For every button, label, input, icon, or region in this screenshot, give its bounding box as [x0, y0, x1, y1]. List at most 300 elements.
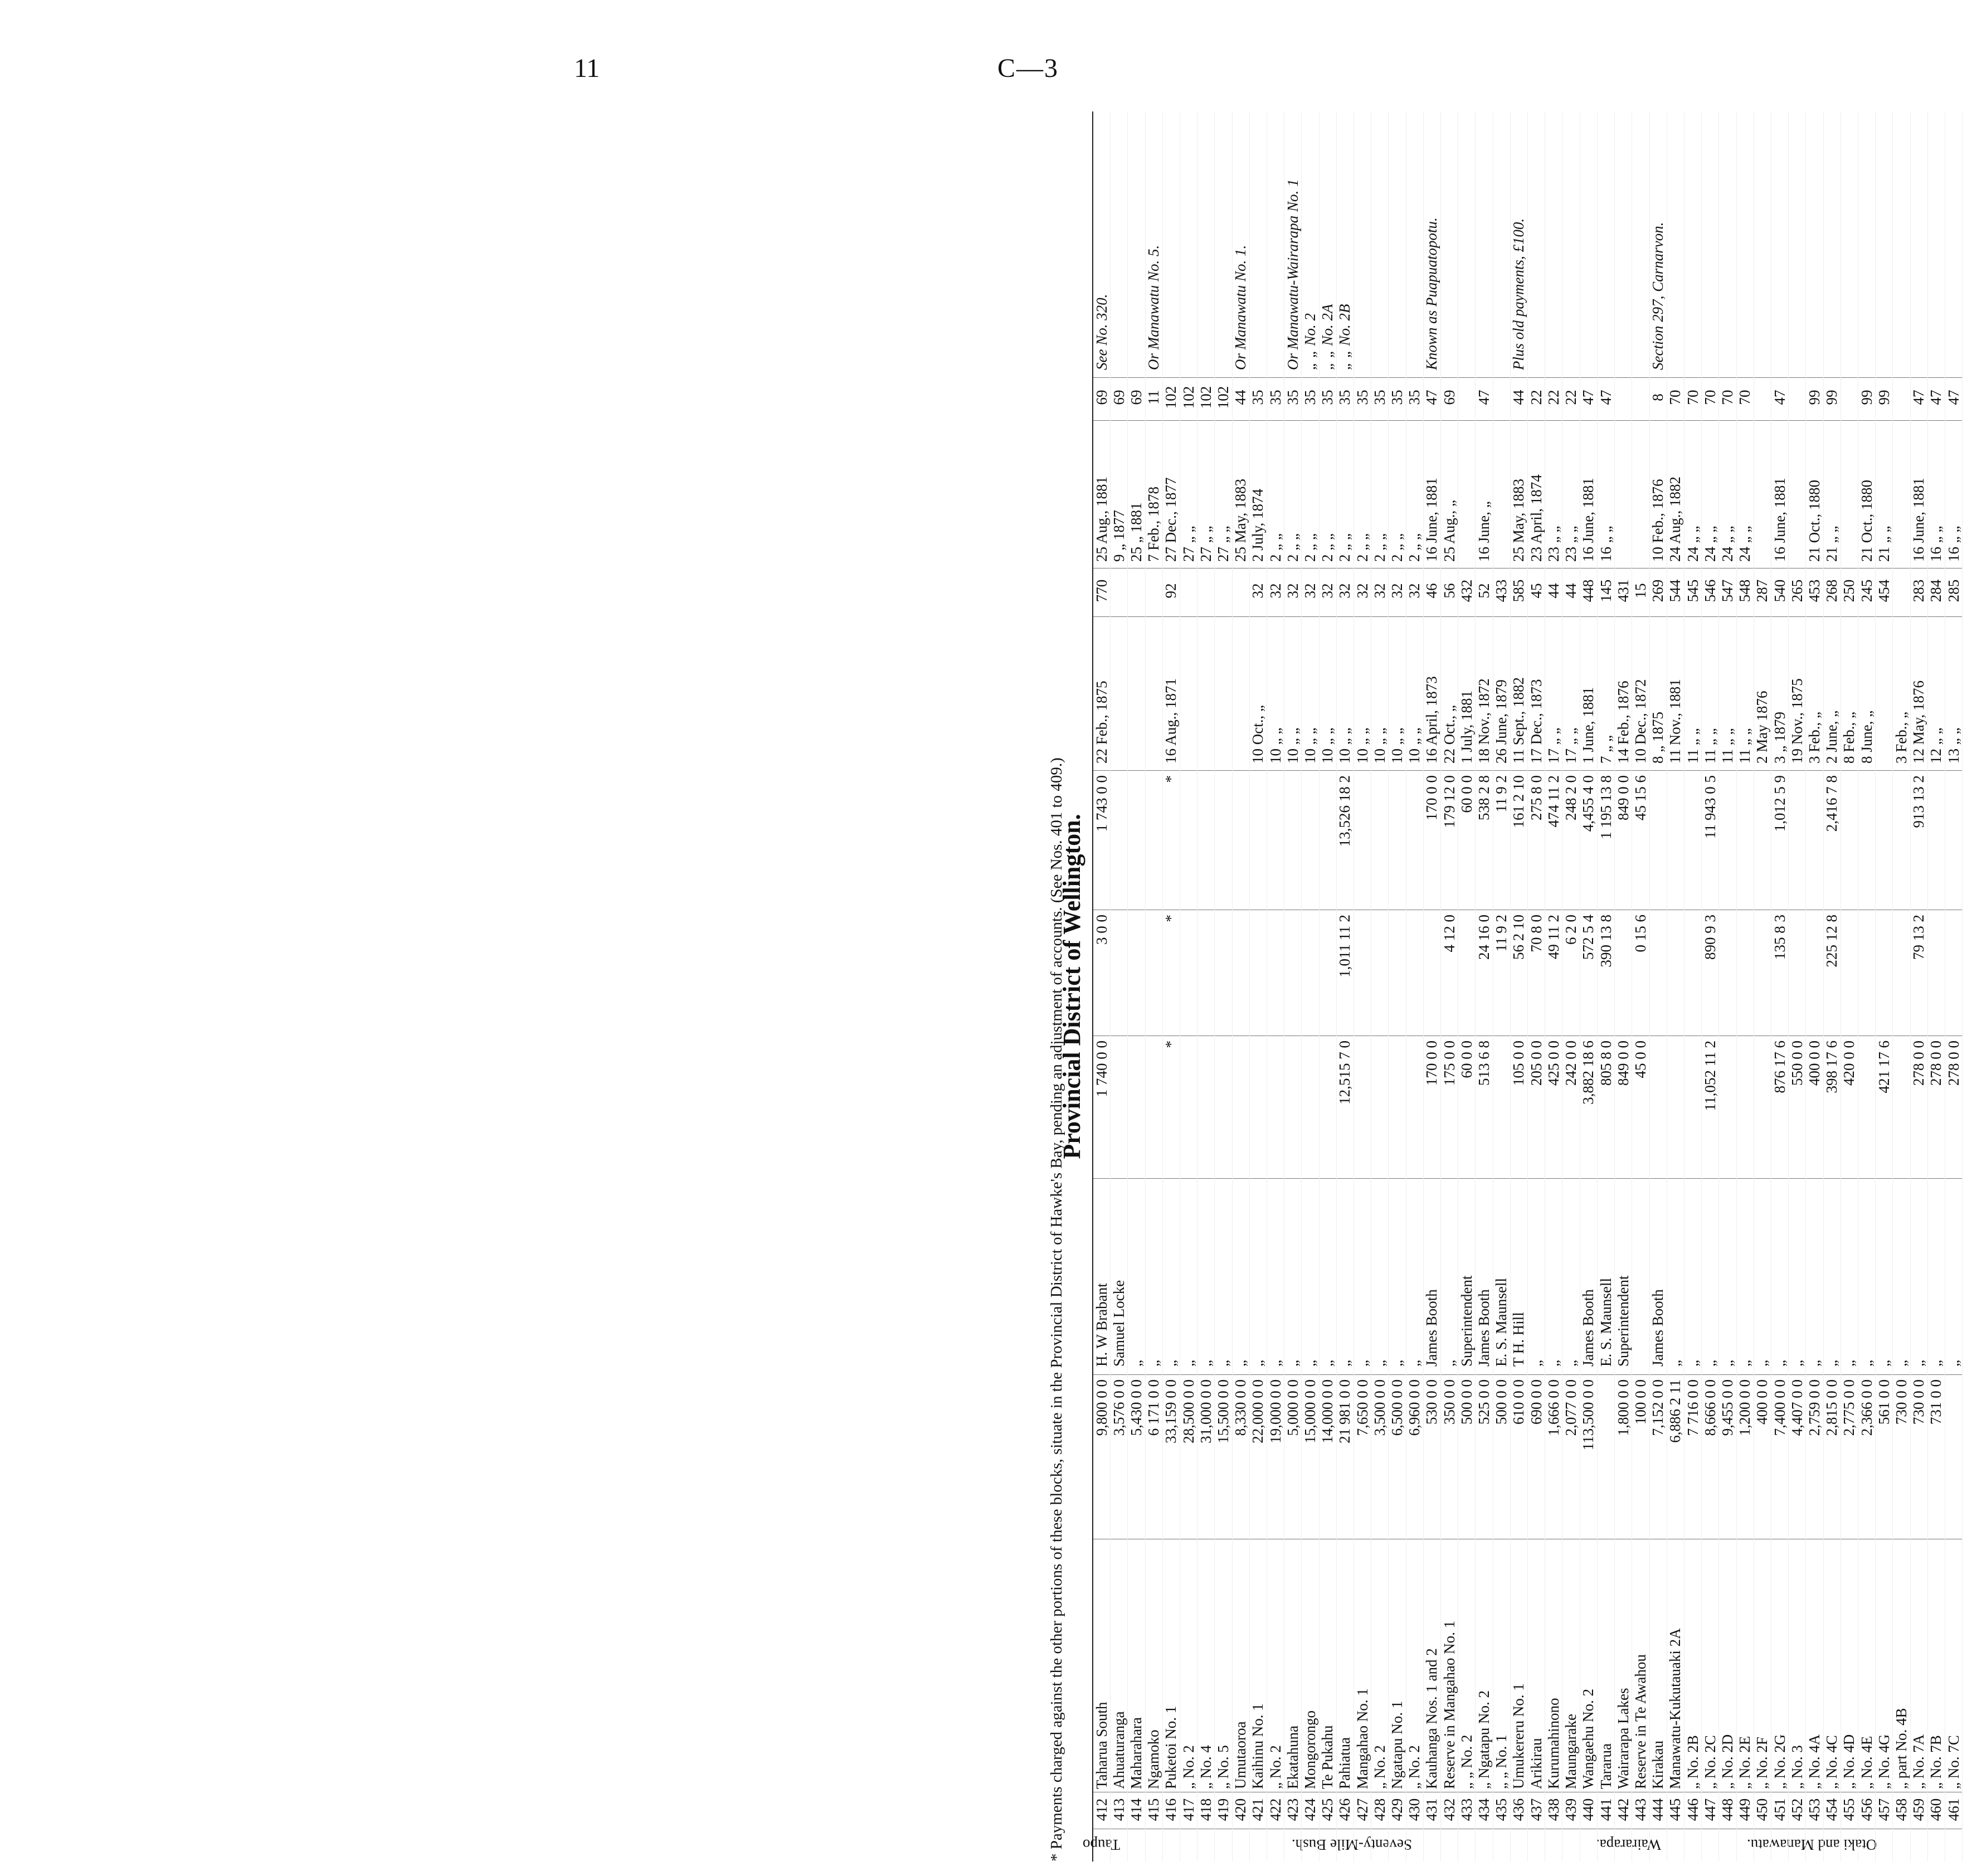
cell-no: 423 [1284, 1792, 1301, 1827]
cell-date [1876, 616, 1892, 767]
cell-region [1702, 1829, 1718, 1862]
cell-date: 3 Feb., „ [1893, 616, 1910, 767]
cell-deed: 448 [1580, 568, 1597, 613]
cell-page [1632, 377, 1649, 417]
cell-deed: 32 [1389, 568, 1405, 613]
cell-remarks [1562, 111, 1579, 375]
cell-gazette: 24 „ „ [1684, 420, 1701, 565]
cell-expenses [1928, 910, 1945, 1032]
cell-block: „ No. 5 [1215, 1539, 1231, 1789]
cell-page: 70 [1719, 377, 1736, 417]
cell-gazette: 2 „ „ [1284, 420, 1301, 565]
cell-no: 420 [1233, 1792, 1249, 1827]
cell-total: 1 743 0 0 [1093, 770, 1110, 906]
cell-remarks [1215, 111, 1231, 375]
cell-expenses [1180, 910, 1197, 1032]
cell-block: Kirakau [1650, 1539, 1667, 1789]
cell-deed: 32 [1267, 568, 1284, 613]
cell-no: 424 [1302, 1792, 1318, 1827]
cell-region [1580, 1829, 1597, 1862]
cell-amount: * [1163, 1036, 1180, 1175]
cell-amount [1302, 1036, 1318, 1175]
cell-block: Puketoi No. 1 [1163, 1539, 1180, 1789]
cell-remarks [1598, 111, 1614, 375]
cell-expenses [1354, 910, 1371, 1032]
cell-amount: 400 0 0 [1806, 1036, 1823, 1175]
cell-area: 100 0 0 [1632, 1374, 1649, 1536]
cell-page: 35 [1406, 377, 1423, 417]
cell-block: Kurumahinono [1545, 1539, 1562, 1789]
cell-block: „ No. 2B [1684, 1539, 1701, 1789]
table-row [1754, 111, 1771, 1862]
cell-gazette: 2 „ „ [1302, 420, 1318, 565]
cell-page: 70 [1667, 377, 1684, 417]
cell-date: 10 „ „ [1284, 616, 1301, 767]
cell-remarks: Or Manawatu-Wairarapa No. 1 [1284, 179, 1301, 370]
cell-deed: 46 [1424, 568, 1440, 613]
cell-block: „ No. 2 [1267, 1539, 1284, 1789]
cell-block: „ No. 2 [1406, 1539, 1423, 1789]
cell-expenses: 3 0 0 [1093, 910, 1110, 1032]
cell-region [1528, 1829, 1545, 1862]
cell-page: 35 [1302, 377, 1318, 417]
cell-area: 1,800 0 0 [1615, 1374, 1632, 1536]
cell-remarks [1180, 111, 1197, 375]
table-row [1562, 111, 1580, 1862]
cell-total: 275 8 0 [1528, 770, 1545, 906]
cell-block: Arikirau [1528, 1539, 1545, 1789]
cell-expenses [1650, 910, 1667, 1032]
cell-area [1598, 1374, 1614, 1536]
table-row [1511, 111, 1528, 1862]
cell-no: 451 [1771, 1792, 1788, 1827]
cell-block: „ No. 2C [1702, 1539, 1718, 1789]
cell-expenses: 1,011 11 2 [1337, 910, 1353, 1032]
cell-block: Pahiatua [1337, 1539, 1353, 1789]
cell-block: Umukereru No. 1 [1511, 1539, 1527, 1789]
cell-page [1615, 377, 1632, 417]
cell-no: 458 [1893, 1792, 1910, 1827]
cell-area: 5,430 0 0 [1128, 1374, 1145, 1536]
cell-by: Superintendent [1458, 1178, 1475, 1371]
table-row [1424, 111, 1441, 1862]
cell-remarks [1911, 111, 1927, 375]
cell-date: 8 „ 1875 [1650, 616, 1667, 767]
cell-total: 179 12 0 [1441, 770, 1458, 906]
cell-region [1458, 1829, 1475, 1862]
table-row [1284, 111, 1302, 1862]
cell-block: Umutaoroa [1233, 1539, 1249, 1789]
cell-amount [1180, 1036, 1197, 1175]
cell-expenses [1789, 910, 1805, 1032]
table-row [1337, 111, 1354, 1862]
cell-gazette: 27 Dec., 1877 [1163, 420, 1180, 565]
table-row [1528, 111, 1545, 1862]
cell-by: „ [1337, 1178, 1353, 1371]
cell-page [1458, 377, 1475, 417]
cell-area: 561 0 0 [1876, 1374, 1892, 1536]
cell-deed: 92 [1163, 568, 1180, 613]
cell-page: 22 [1528, 377, 1545, 417]
cell-by: „ [1233, 1178, 1249, 1371]
cell-date: 7 „ „ [1598, 616, 1614, 767]
cell-region [1406, 1829, 1423, 1862]
cell-remarks [1702, 111, 1718, 375]
cell-date [1146, 616, 1162, 767]
cell-total [1250, 770, 1267, 906]
cell-expenses [1406, 910, 1423, 1032]
table-row [1180, 111, 1197, 1862]
cell-remarks [1789, 111, 1805, 375]
cell-remarks [1893, 111, 1910, 375]
cell-area: 530 0 0 [1424, 1374, 1440, 1536]
cell-expenses [1233, 910, 1249, 1032]
cell-region [1771, 1829, 1788, 1862]
cell-region [1354, 1829, 1371, 1862]
cell-deed: 15 [1632, 568, 1649, 613]
cell-deed: 269 [1650, 568, 1667, 613]
cell-expenses [1615, 910, 1632, 1032]
cell-remarks: Or Manawatu No. 5. [1145, 245, 1162, 370]
cell-gazette [1615, 420, 1632, 565]
cell-gazette: 21 „ „ [1824, 420, 1841, 565]
cell-amount [1893, 1036, 1910, 1175]
cell-amount: 3,882 18 6 [1580, 1036, 1597, 1175]
cell-block: „ No. 2 [1371, 1539, 1388, 1789]
land-purchase-table [1082, 111, 1963, 1862]
cell-expenses [1858, 910, 1875, 1032]
table-row [1876, 111, 1893, 1862]
cell-date: 22 Oct., „ [1441, 616, 1458, 767]
cell-by: „ [1320, 1178, 1336, 1371]
cell-by: „ [1528, 1178, 1545, 1371]
cell-no: 429 [1389, 1792, 1405, 1827]
table-row [1893, 111, 1910, 1862]
cell-block: Ngamoko [1146, 1539, 1162, 1789]
cell-total [1737, 770, 1754, 906]
cell-expenses [1719, 910, 1736, 1032]
cell-expenses [1945, 910, 1962, 1032]
cell-by [1632, 1178, 1649, 1371]
page-number: 11 [574, 54, 600, 83]
cell-gazette [1632, 420, 1649, 565]
cell-no: 421 [1250, 1792, 1267, 1827]
cell-block: Kaihinu No. 1 [1250, 1539, 1267, 1789]
cell-amount: 242 0 0 [1562, 1036, 1579, 1175]
cell-page [1789, 377, 1805, 417]
cell-no: 434 [1476, 1792, 1492, 1827]
table-row [1667, 111, 1684, 1862]
cell-deed: 45 [1528, 568, 1545, 613]
cell-area: 525 0 0 [1476, 1374, 1492, 1536]
cell-amount [1250, 1036, 1267, 1175]
cell-gazette: 25 „ 1881 [1128, 420, 1145, 565]
table-row [1458, 111, 1476, 1862]
cell-block: „ No. 7A [1911, 1539, 1927, 1789]
cell-remarks: „ „ No. 2 [1302, 313, 1319, 370]
cell-by: „ [1441, 1178, 1458, 1371]
cell-remarks [1824, 111, 1841, 375]
cell-page: 11 [1146, 377, 1162, 417]
cell-by: „ [1824, 1178, 1841, 1371]
cell-region [1146, 1829, 1162, 1862]
cell-remarks [1250, 111, 1267, 375]
cell-gazette [1893, 420, 1910, 565]
cell-expenses [1111, 910, 1127, 1032]
cell-region [1337, 1829, 1353, 1862]
cell-amount: 513 6 8 [1476, 1036, 1492, 1175]
table-row [1476, 111, 1493, 1862]
cell-page: 47 [1911, 377, 1927, 417]
cell-total [1180, 770, 1197, 906]
cell-by: „ [1250, 1178, 1267, 1371]
cell-page: 70 [1702, 377, 1718, 417]
cell-page: 70 [1737, 377, 1754, 417]
cell-deed: 32 [1371, 568, 1388, 613]
cell-area: 7,650 0 0 [1354, 1374, 1371, 1536]
cell-expenses: 890 9 3 [1702, 910, 1718, 1032]
cell-by: „ [1911, 1178, 1927, 1371]
cell-deed: 250 [1841, 568, 1858, 613]
cell-total [1302, 770, 1318, 906]
cell-by: „ [1771, 1178, 1788, 1371]
cell-deed [1180, 568, 1197, 613]
cell-date: 17 Dec., 1873 [1528, 616, 1545, 767]
cell-region [1441, 1829, 1458, 1862]
cell-amount: 805 8 0 [1598, 1036, 1614, 1175]
table-row [1163, 111, 1180, 1862]
cell-remarks [1580, 111, 1597, 375]
cell-date: 11 „ „ [1719, 616, 1736, 767]
cell-by: „ [1702, 1178, 1718, 1371]
cell-gazette: 21 „ „ [1876, 420, 1892, 565]
cell-total: * [1163, 770, 1180, 906]
cell-remarks [1458, 111, 1475, 375]
region-label-otaki-manawatu: Otaki and Manawatu. [1747, 1836, 1877, 1854]
cell-total [1841, 770, 1858, 906]
cell-by: „ [1354, 1178, 1371, 1371]
cell-by: „ [1371, 1178, 1388, 1371]
cell-no: 452 [1789, 1792, 1805, 1827]
cell-block: „ No. 2 [1180, 1539, 1197, 1789]
cell-remarks [1197, 111, 1214, 375]
cell-deed: 432 [1458, 568, 1475, 613]
cell-expenses: * [1163, 910, 1180, 1032]
cell-deed: 433 [1493, 568, 1510, 613]
cell-area: 1,666 0 0 [1545, 1374, 1562, 1536]
cell-region [1250, 1829, 1267, 1862]
cell-expenses [1250, 910, 1267, 1032]
cell-total: 474 11 2 [1545, 770, 1562, 906]
cell-area: 350 0 0 [1441, 1374, 1458, 1536]
table-row [1197, 111, 1215, 1862]
cell-remarks [1389, 111, 1405, 375]
cell-no: 417 [1180, 1792, 1197, 1827]
cell-total [1945, 770, 1962, 906]
cell-no: 439 [1562, 1792, 1579, 1827]
table-row [1737, 111, 1754, 1862]
cell-no: 447 [1702, 1792, 1718, 1827]
cell-no: 450 [1754, 1792, 1771, 1827]
table-row [1858, 111, 1876, 1862]
cell-remarks [1441, 111, 1458, 375]
cell-no: 444 [1650, 1792, 1667, 1827]
cell-page [1893, 377, 1910, 417]
cell-amount: 420 0 0 [1841, 1036, 1858, 1175]
cell-deed: 545 [1684, 568, 1701, 613]
cell-total [1215, 770, 1231, 906]
cell-block: „ No. 4D [1841, 1539, 1858, 1789]
cell-remarks: „ „ No. 2A [1319, 304, 1336, 370]
cell-remarks [1528, 111, 1545, 375]
cell-region [1632, 1829, 1649, 1862]
cell-page: 35 [1267, 377, 1284, 417]
cell-date: 26 June, 1879 [1493, 616, 1510, 767]
cell-remarks: „ „ No. 2B [1336, 304, 1353, 370]
cell-deed: 548 [1737, 568, 1754, 613]
cell-amount [1754, 1036, 1771, 1175]
cell-deed [1233, 568, 1249, 613]
cell-by: „ [1406, 1178, 1423, 1371]
cell-gazette [1841, 420, 1858, 565]
cell-gazette: 25 Aug., 1881 [1093, 420, 1110, 565]
cell-deed: 145 [1598, 568, 1614, 613]
cell-region [1476, 1829, 1492, 1862]
cell-amount [1858, 1036, 1875, 1175]
cell-block: „ Ngatapu No. 2 [1476, 1539, 1492, 1789]
cell-by: „ [1128, 1178, 1145, 1371]
cell-remarks [1928, 111, 1945, 375]
cell-region [1302, 1829, 1318, 1862]
cell-page: 69 [1093, 377, 1110, 417]
cell-remarks [1876, 111, 1892, 375]
cell-block: Taharua South [1093, 1539, 1110, 1789]
cell-page: 99 [1806, 377, 1823, 417]
table-row [1215, 111, 1232, 1862]
cell-block: Reserve in Mangahao No. 1 [1441, 1539, 1458, 1789]
cell-block: „ „ No. 2 [1458, 1539, 1475, 1789]
cell-block: Ngatapu No. 1 [1389, 1539, 1405, 1789]
cell-date [1215, 616, 1231, 767]
cell-by: „ [1146, 1178, 1162, 1371]
cell-date [1233, 616, 1249, 767]
table-row [1911, 111, 1928, 1862]
cell-region [1806, 1829, 1823, 1862]
cell-date: 10 „ „ [1302, 616, 1318, 767]
table-row [1806, 111, 1823, 1862]
cell-remarks [1371, 111, 1388, 375]
cell-no: 433 [1458, 1792, 1475, 1827]
cell-gazette: 2 „ „ [1267, 420, 1284, 565]
cell-expenses [1667, 910, 1684, 1032]
cell-region [1215, 1829, 1231, 1862]
cell-date [1128, 616, 1145, 767]
cell-expenses [1197, 910, 1214, 1032]
cell-deed: 56 [1441, 568, 1458, 613]
cell-expenses [1128, 910, 1145, 1032]
cell-date: 8 Feb., „ [1841, 616, 1858, 767]
cell-area: 8,666 0 0 [1702, 1374, 1718, 1536]
cell-total [1320, 770, 1336, 906]
cell-expenses [1806, 910, 1823, 1032]
cell-gazette: 16 „ „ [1598, 420, 1614, 565]
cell-total: 45 15 6 [1632, 770, 1649, 906]
cell-page: 99 [1824, 377, 1841, 417]
cell-region [1615, 1829, 1632, 1862]
cell-gazette: 25 May, 1883 [1233, 420, 1249, 565]
cell-gazette [1458, 420, 1475, 565]
cell-total [1789, 770, 1805, 906]
cell-page [1754, 377, 1771, 417]
cell-date: 1 June, 1881 [1580, 616, 1597, 767]
cell-page: 44 [1233, 377, 1249, 417]
table-row [1824, 111, 1841, 1862]
cell-gazette: 21 Oct., 1880 [1858, 420, 1875, 565]
cell-expenses: 4 12 0 [1441, 910, 1458, 1032]
cell-gazette: 25 May, 1883 [1511, 420, 1527, 565]
cell-amount: 278 0 0 [1911, 1036, 1927, 1175]
cell-date: 18 Nov., 1872 [1476, 616, 1492, 767]
cell-expenses: 24 16 0 [1476, 910, 1492, 1032]
cell-area: 1,200 0 0 [1737, 1374, 1754, 1536]
cell-date: 10 Oct., „ [1250, 616, 1267, 767]
cell-area: 15,000 0 0 [1302, 1374, 1318, 1536]
cell-total [1876, 770, 1892, 906]
cell-gazette: 16 „ „ [1945, 420, 1962, 565]
cell-by: „ [1284, 1178, 1301, 1371]
cell-expenses [1302, 910, 1318, 1032]
table-row [1146, 111, 1163, 1862]
cell-amount [1493, 1036, 1510, 1175]
cell-block: „ No. 2F [1754, 1539, 1771, 1789]
cell-area: 2,775 0 0 [1841, 1374, 1858, 1536]
cell-deed: 32 [1337, 568, 1353, 613]
cell-by: E. S. Maunsell [1493, 1178, 1510, 1371]
cell-total [1354, 770, 1371, 906]
cell-region [1163, 1829, 1180, 1862]
cell-gazette: 2 July, 1874 [1250, 420, 1267, 565]
cell-no: 436 [1511, 1792, 1527, 1827]
cell-area: 2,815 0 0 [1824, 1374, 1841, 1536]
cell-page: 22 [1562, 377, 1579, 417]
cell-by: „ [1667, 1178, 1684, 1371]
cell-by: „ [1197, 1178, 1214, 1371]
cell-remarks: See No. 320. [1093, 294, 1110, 370]
region-label-wairarapa: Wairarapa. [1595, 1836, 1661, 1854]
cell-remarks [1945, 111, 1962, 375]
cell-area: 3,576 0 0 [1111, 1374, 1127, 1536]
cell-remarks [1354, 111, 1371, 375]
cell-total [1719, 770, 1736, 906]
cell-gazette: 24 „ „ [1737, 420, 1754, 565]
cell-date [1111, 616, 1127, 767]
cell-date: 10 „ „ [1320, 616, 1336, 767]
cell-date: 10 „ „ [1389, 616, 1405, 767]
cell-block: „ part No. 4B [1893, 1539, 1910, 1789]
cell-deed: 287 [1754, 568, 1771, 613]
cell-page: 102 [1197, 377, 1214, 417]
cell-block: „ No. 3 [1789, 1539, 1805, 1789]
cell-block: „ No. 7B [1928, 1539, 1945, 1789]
cell-no: 415 [1146, 1792, 1162, 1827]
cell-no: 459 [1911, 1792, 1927, 1827]
table-row [1580, 111, 1598, 1862]
cell-no: 455 [1841, 1792, 1858, 1827]
cell-block: „ No. 2D [1719, 1539, 1736, 1789]
cell-gazette: 24 „ „ [1719, 420, 1736, 565]
rotated-table [1053, 111, 1967, 1862]
cell-region [1320, 1829, 1336, 1862]
